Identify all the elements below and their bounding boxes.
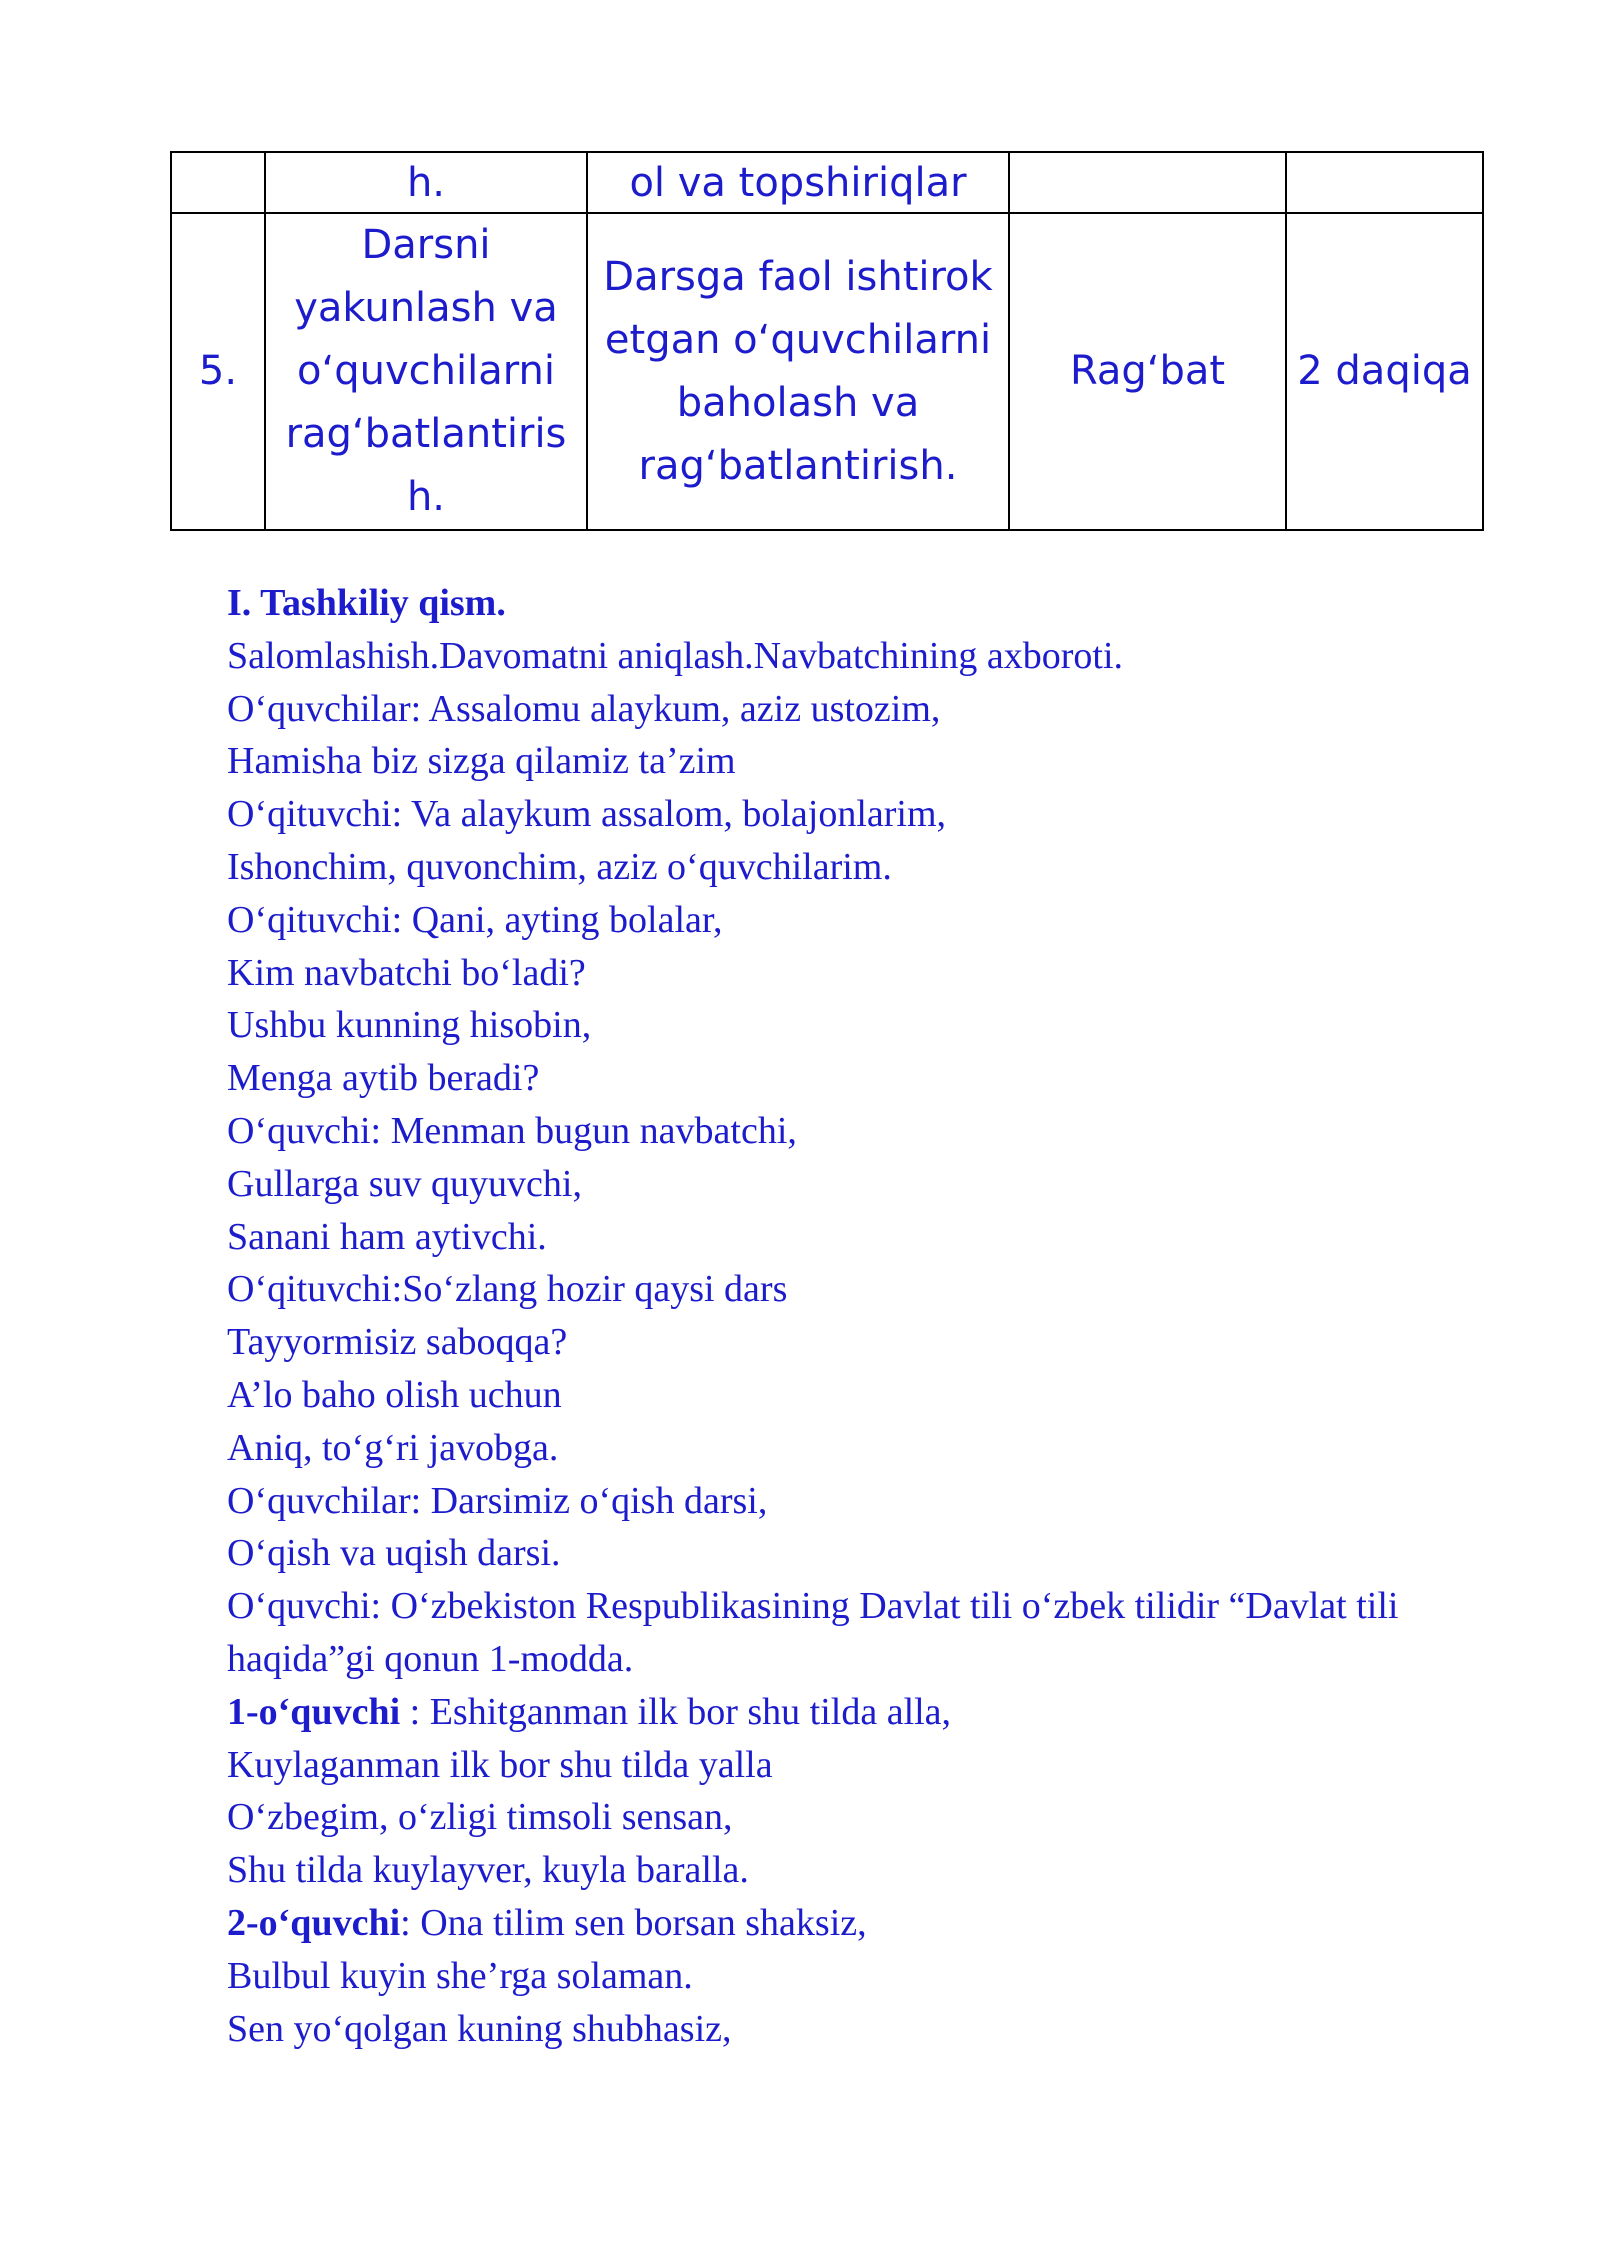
pupil-2-label: 2-o‘quvchi	[227, 1901, 401, 1944]
table-row	[171, 152, 1483, 213]
cell-method: Rag‘bat	[1009, 213, 1286, 530]
cell-activity: ol va topshiriqlar	[587, 152, 1009, 213]
cell-stage: h.	[265, 152, 587, 213]
text-line: O‘qituvchi:So‘zlang hozir qaysi dars	[227, 1268, 788, 1311]
pupil-1-line	[227, 1686, 1487, 1739]
cell-stage: Darsni yakunlash va o‘quvchilarni rag‘batlantirish.	[265, 213, 587, 530]
lesson-text	[227, 577, 1487, 2055]
cell-time: 2 daqiqa	[1286, 213, 1483, 530]
text-line: Kim navbatchi bo‘ladi?	[227, 951, 586, 994]
pupil-2-line	[227, 1897, 1487, 1950]
text-line: Sanani ham aytivchi.	[227, 1215, 547, 1258]
text-line: O‘qituvchi: Qani, ayting bolalar,	[227, 898, 723, 941]
text-line: Aniq, to‘g‘ri javobga.	[227, 1426, 559, 1469]
text-line: Sen yo‘qolgan kuning shubhasiz,	[227, 2007, 732, 2050]
text-line: O‘qish va uqish darsi.	[227, 1532, 561, 1575]
text-line: Gullarga suv quyuvchi,	[227, 1162, 582, 1205]
section-heading: I. Tashkiliy qism.	[227, 582, 506, 624]
text-line: O‘quvchi: O‘zbekiston Respublikasining Davlat tili o‘zbek tilidir “Davlat tili haqida”gi qonun 1-modda.	[227, 1585, 1399, 1680]
text-line: Bulbul kuyin she’rga solaman.	[227, 1954, 693, 1997]
text-line: O‘zbegim, o‘zligi timsoli sensan,	[227, 1796, 733, 1839]
cell-method	[1009, 152, 1286, 213]
text-line: O‘qituvchi: Va alaykum assalom, bolajonlarim,	[227, 793, 947, 836]
text-line: Ishonchim, quvonchim, aziz o‘quvchilarim.	[227, 845, 892, 888]
text-line: O‘quvchilar: Assalomu alaykum, aziz ustozim,	[227, 687, 941, 730]
text-line: Ushbu kunning hisobin,	[227, 1004, 592, 1047]
text-line: Shu tilda kuylayver, kuyla baralla.	[227, 1849, 749, 1892]
text-line: Salomlashish.Davomatni aniqlash.Navbatchining axboroti.	[227, 634, 1124, 677]
cell-number: 5.	[171, 213, 265, 530]
table-row	[171, 213, 1483, 530]
text-line: Kuylaganman ilk bor shu tilda yalla	[227, 1743, 773, 1786]
pupil-1-label: 1-o‘quvchi	[227, 1690, 401, 1733]
text-line: Menga aytib beradi?	[227, 1057, 540, 1100]
pupil-2-first-line: : Ona tilim sen borsan shaksiz,	[400, 1901, 867, 1944]
pupil-1-first-line: : Eshitganman ilk bor shu tilda alla,	[400, 1690, 952, 1733]
cell-activity: Darsga faol ishtirok etgan o‘quvchilarni baholash va rag‘batlantirish.	[587, 213, 1009, 530]
text-line: O‘quvchi: Menman bugun navbatchi,	[227, 1109, 797, 1152]
cell-number	[171, 152, 265, 213]
lesson-plan-table	[170, 151, 1484, 531]
text-line: Hamisha biz sizga qilamiz ta’zim	[227, 740, 736, 783]
text-line: O‘quvchilar: Darsimiz o‘qish darsi,	[227, 1479, 768, 1522]
text-line: A’lo baho olish uchun	[227, 1373, 562, 1416]
cell-time	[1286, 152, 1483, 213]
text-line: Tayyormisiz saboqqa?	[227, 1321, 568, 1364]
